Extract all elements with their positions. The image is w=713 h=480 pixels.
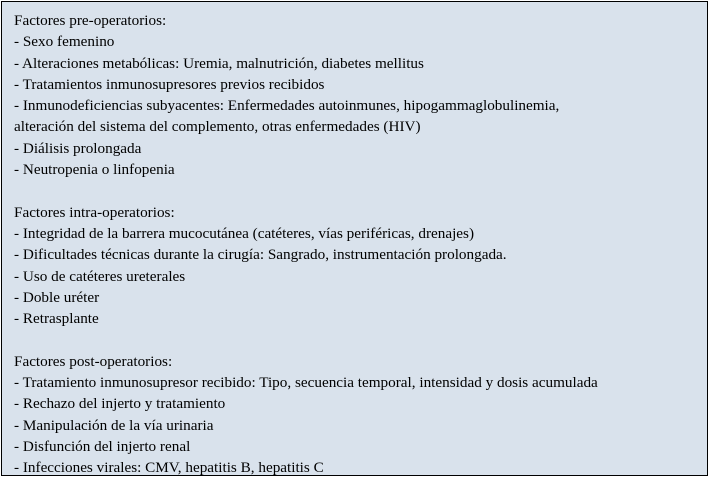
section-heading: Factores intra-operatorios: <box>14 203 175 221</box>
list-item: - Rechazo del injerto y tratamiento <box>14 395 226 413</box>
list-item: - Neutropenia o linfopenia <box>14 161 175 179</box>
list-item: - Doble uréter <box>14 288 100 306</box>
list-item: - Disfunción del injerto renal <box>14 437 191 455</box>
list-item: - Manipulación de la vía urinaria <box>14 416 214 434</box>
list-item: - Alteraciones metabólicas: Uremia, malnutrición, diabetes mellitus <box>14 54 424 72</box>
list-item: - Tratamiento inmunosupresor recibido: Tipo, secuencia temporal, intensidad y dosis acumulada <box>14 374 598 392</box>
risk-factors-box <box>1 1 708 476</box>
section-spacer <box>14 180 707 201</box>
list-item: - Infecciones virales: CMV, hepatitis B, hepatitis C <box>14 459 324 477</box>
list-item: - Dificultades técnicas durante la cirugía: Sangrado, instrumentación prolongada. <box>14 246 507 264</box>
list-item: - Integridad de la barrera mucocutánea (catéteres, vías periféricas, drenajes) <box>14 224 475 242</box>
section-intra-operative <box>14 202 707 330</box>
list-item: alteración del sistema del complemento, otras enfermedades (HIV) <box>14 118 421 136</box>
list-item: - Diálisis prolongada <box>14 139 142 157</box>
list-item: - Tratamientos inmunosupresores previos recibidos <box>14 75 325 93</box>
section-post-operative <box>14 351 707 479</box>
section-pre-operative <box>14 10 707 180</box>
section-heading: Factores post-operatorios: <box>14 352 173 370</box>
list-item: - Uso de catéteres ureterales <box>14 267 186 285</box>
section-spacer <box>14 329 707 350</box>
list-item: - Retrasplante <box>14 310 99 328</box>
list-item: - Inmunodeficiencias subyacentes: Enfermedades autoinmunes, hipogammaglobulinemia, <box>14 97 560 115</box>
section-heading: Factores pre-operatorios: <box>14 12 167 29</box>
list-item: - Sexo femenino <box>14 33 115 51</box>
